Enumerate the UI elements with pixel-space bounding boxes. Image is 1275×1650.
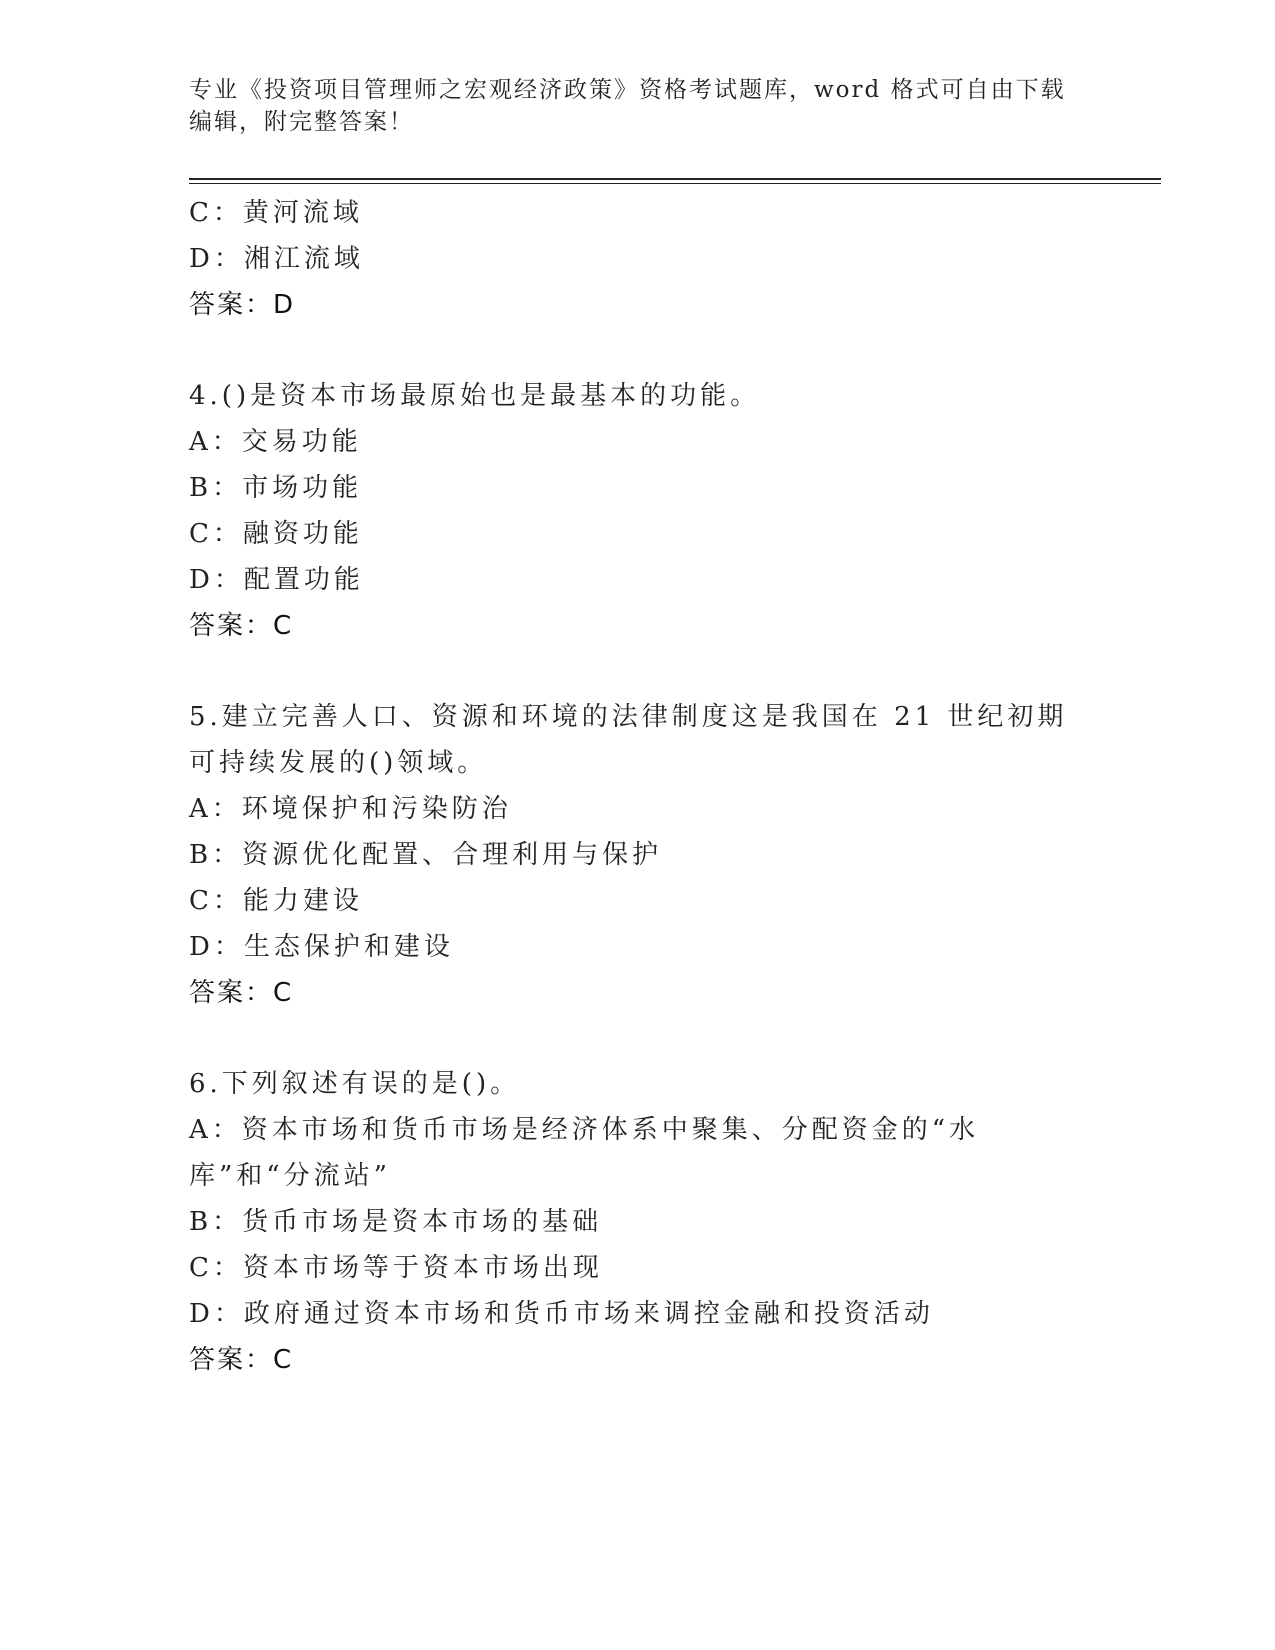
option-a: A：环境保护和污染防治: [189, 794, 512, 824]
option-c: C：融资功能: [189, 519, 363, 549]
option-a: A：交易功能: [189, 427, 362, 457]
answer-line: 答案：C: [189, 978, 294, 1008]
answer-line: 答案：C: [189, 611, 294, 641]
header-divider-thick: [189, 178, 1161, 180]
question-stem: 4.()是资本市场最原始也是最基本的功能。: [189, 381, 761, 411]
option-c: C：黄河流域: [189, 198, 363, 228]
answer-line: 答案：D: [189, 290, 296, 320]
option-d: D：湘江流域: [189, 244, 364, 274]
option-c: C：资本市场等于资本市场出现: [189, 1253, 603, 1283]
option-d: D：政府通过资本市场和货币市场来调控金融和投资活动: [189, 1299, 934, 1329]
option-b: B：市场功能: [189, 473, 363, 503]
header-divider-thin: [189, 183, 1161, 184]
answer-line: 答案：C: [189, 1345, 294, 1375]
option-d: D：配置功能: [189, 565, 364, 595]
question-content: [189, 190, 1089, 1383]
question-6: [189, 1061, 1089, 1383]
question-stem: 6.下列叙述有误的是()。: [189, 1069, 521, 1099]
question-4: [189, 373, 1089, 649]
option-d: D：生态保护和建设: [189, 932, 454, 962]
option-b: B：资源优化配置、合理利用与保护: [189, 840, 663, 870]
question-5: [189, 694, 1089, 1016]
option-b: B：货币市场是资本市场的基础: [189, 1207, 603, 1237]
question-stem: 5.建立完善人口、资源和环境的法律制度这是我国在 21 世纪初期可持续发展的()领域。: [189, 702, 1068, 778]
continued-question-block: [189, 190, 1089, 328]
option-c: C：能力建设: [189, 886, 363, 916]
option-a: A：资本市场和货币市场是经济体系中聚集、分配资金的“水库”和“分流站”: [189, 1115, 980, 1191]
document-header: 专业《投资项目管理师之宏观经济政策》资格考试题库，word 格式可自由下载编辑，附完整答案！: [189, 77, 1066, 135]
